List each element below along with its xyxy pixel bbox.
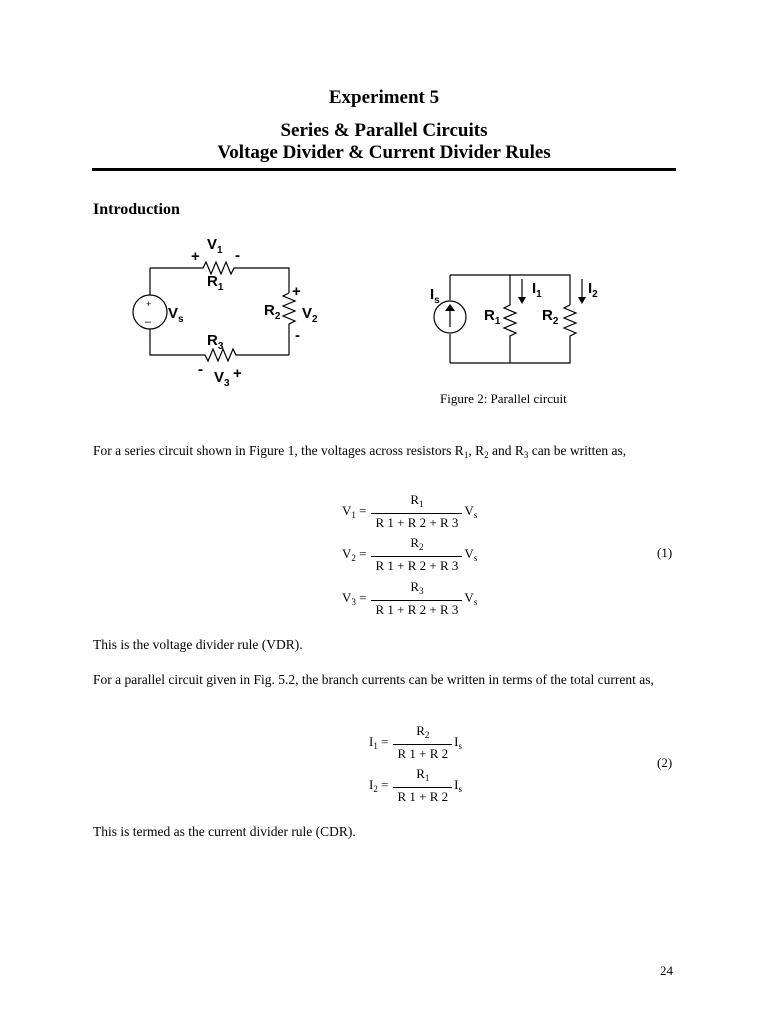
fig2-r2-label: $R_2$ [542,307,559,327]
source-minus-sign: – [145,316,152,328]
v1-plus-label: + [191,248,200,265]
equation-v3: $V_3$ = $\frac{R_3}{R 1 + R 2 + R 3}$ $V_s$ [342,579,478,617]
v2-label: $V_2$ [302,305,318,325]
vs-label: $V_s$ [168,305,184,325]
source-plus-sign: + [146,299,152,309]
r2-label: $R_2$ [264,302,281,322]
page-number: 24 [660,963,673,978]
fig2-r1-label: $R_1$ [484,307,501,327]
v3-label: $V_3$ [214,369,230,389]
experiment-title: Experiment 5 [328,87,440,108]
figure2-caption: Figure 2: Parallel circuit [440,391,567,406]
r1-label: $R_1$ [207,273,224,293]
equation-number-2: (2) [657,755,673,770]
equation-i2: $I_2$ = $\frac{R_1}{R 1 + R 2}$ $I_s$ [369,766,462,804]
r3-label: $R_3$ [207,332,224,352]
equation-number-1: (1) [657,545,673,560]
is-label: $I_s$ [430,286,440,306]
parallel-intro-paragraph: For a parallel circuit given in Fig. 5.2, the branch currents can be written in terms of the total current as, [93,672,654,687]
subtitle-divider-rules: Voltage Divider & Current Divider Rules [217,142,551,163]
vdr-sentence: This is the voltage divider rule (VDR). [93,637,303,652]
parallel-circuit-figure [425,265,595,375]
subtitle-series-parallel: Series & Parallel Circuits [280,120,488,141]
v2-minus-label: - [295,327,300,344]
section-heading: Introduction [93,201,180,218]
i1-label: $I_1$ [532,280,542,300]
v3-minus-label: - [198,361,203,378]
equation-i1: $I_1$ = $\frac{R_2}{R 1 + R 2}$ $I_s$ [369,723,462,761]
v1-minus-label: - [235,247,240,264]
equation-v1: $V_1$ = $\frac{R_1}{R 1 + R 2 + R 3}$ $V_s$ [342,492,478,530]
title-rule [92,168,676,171]
equation-v2: $V_2$ = $\frac{R_2}{R 1 + R 2 + R 3}$ $V_s$ [342,535,478,573]
i2-label: $I_2$ [588,280,598,300]
series-intro-paragraph: For a series circuit shown in Figure 1, the voltages across resistors $R_1$, $R_2$ and $R_3$ can be written as, [93,443,627,460]
v1-label: $V_1$ [207,236,223,256]
v3-plus-label: + [233,365,242,382]
v2-plus-label: + [292,283,301,300]
cdr-sentence: This is termed as the current divider rule (CDR). [93,824,356,839]
